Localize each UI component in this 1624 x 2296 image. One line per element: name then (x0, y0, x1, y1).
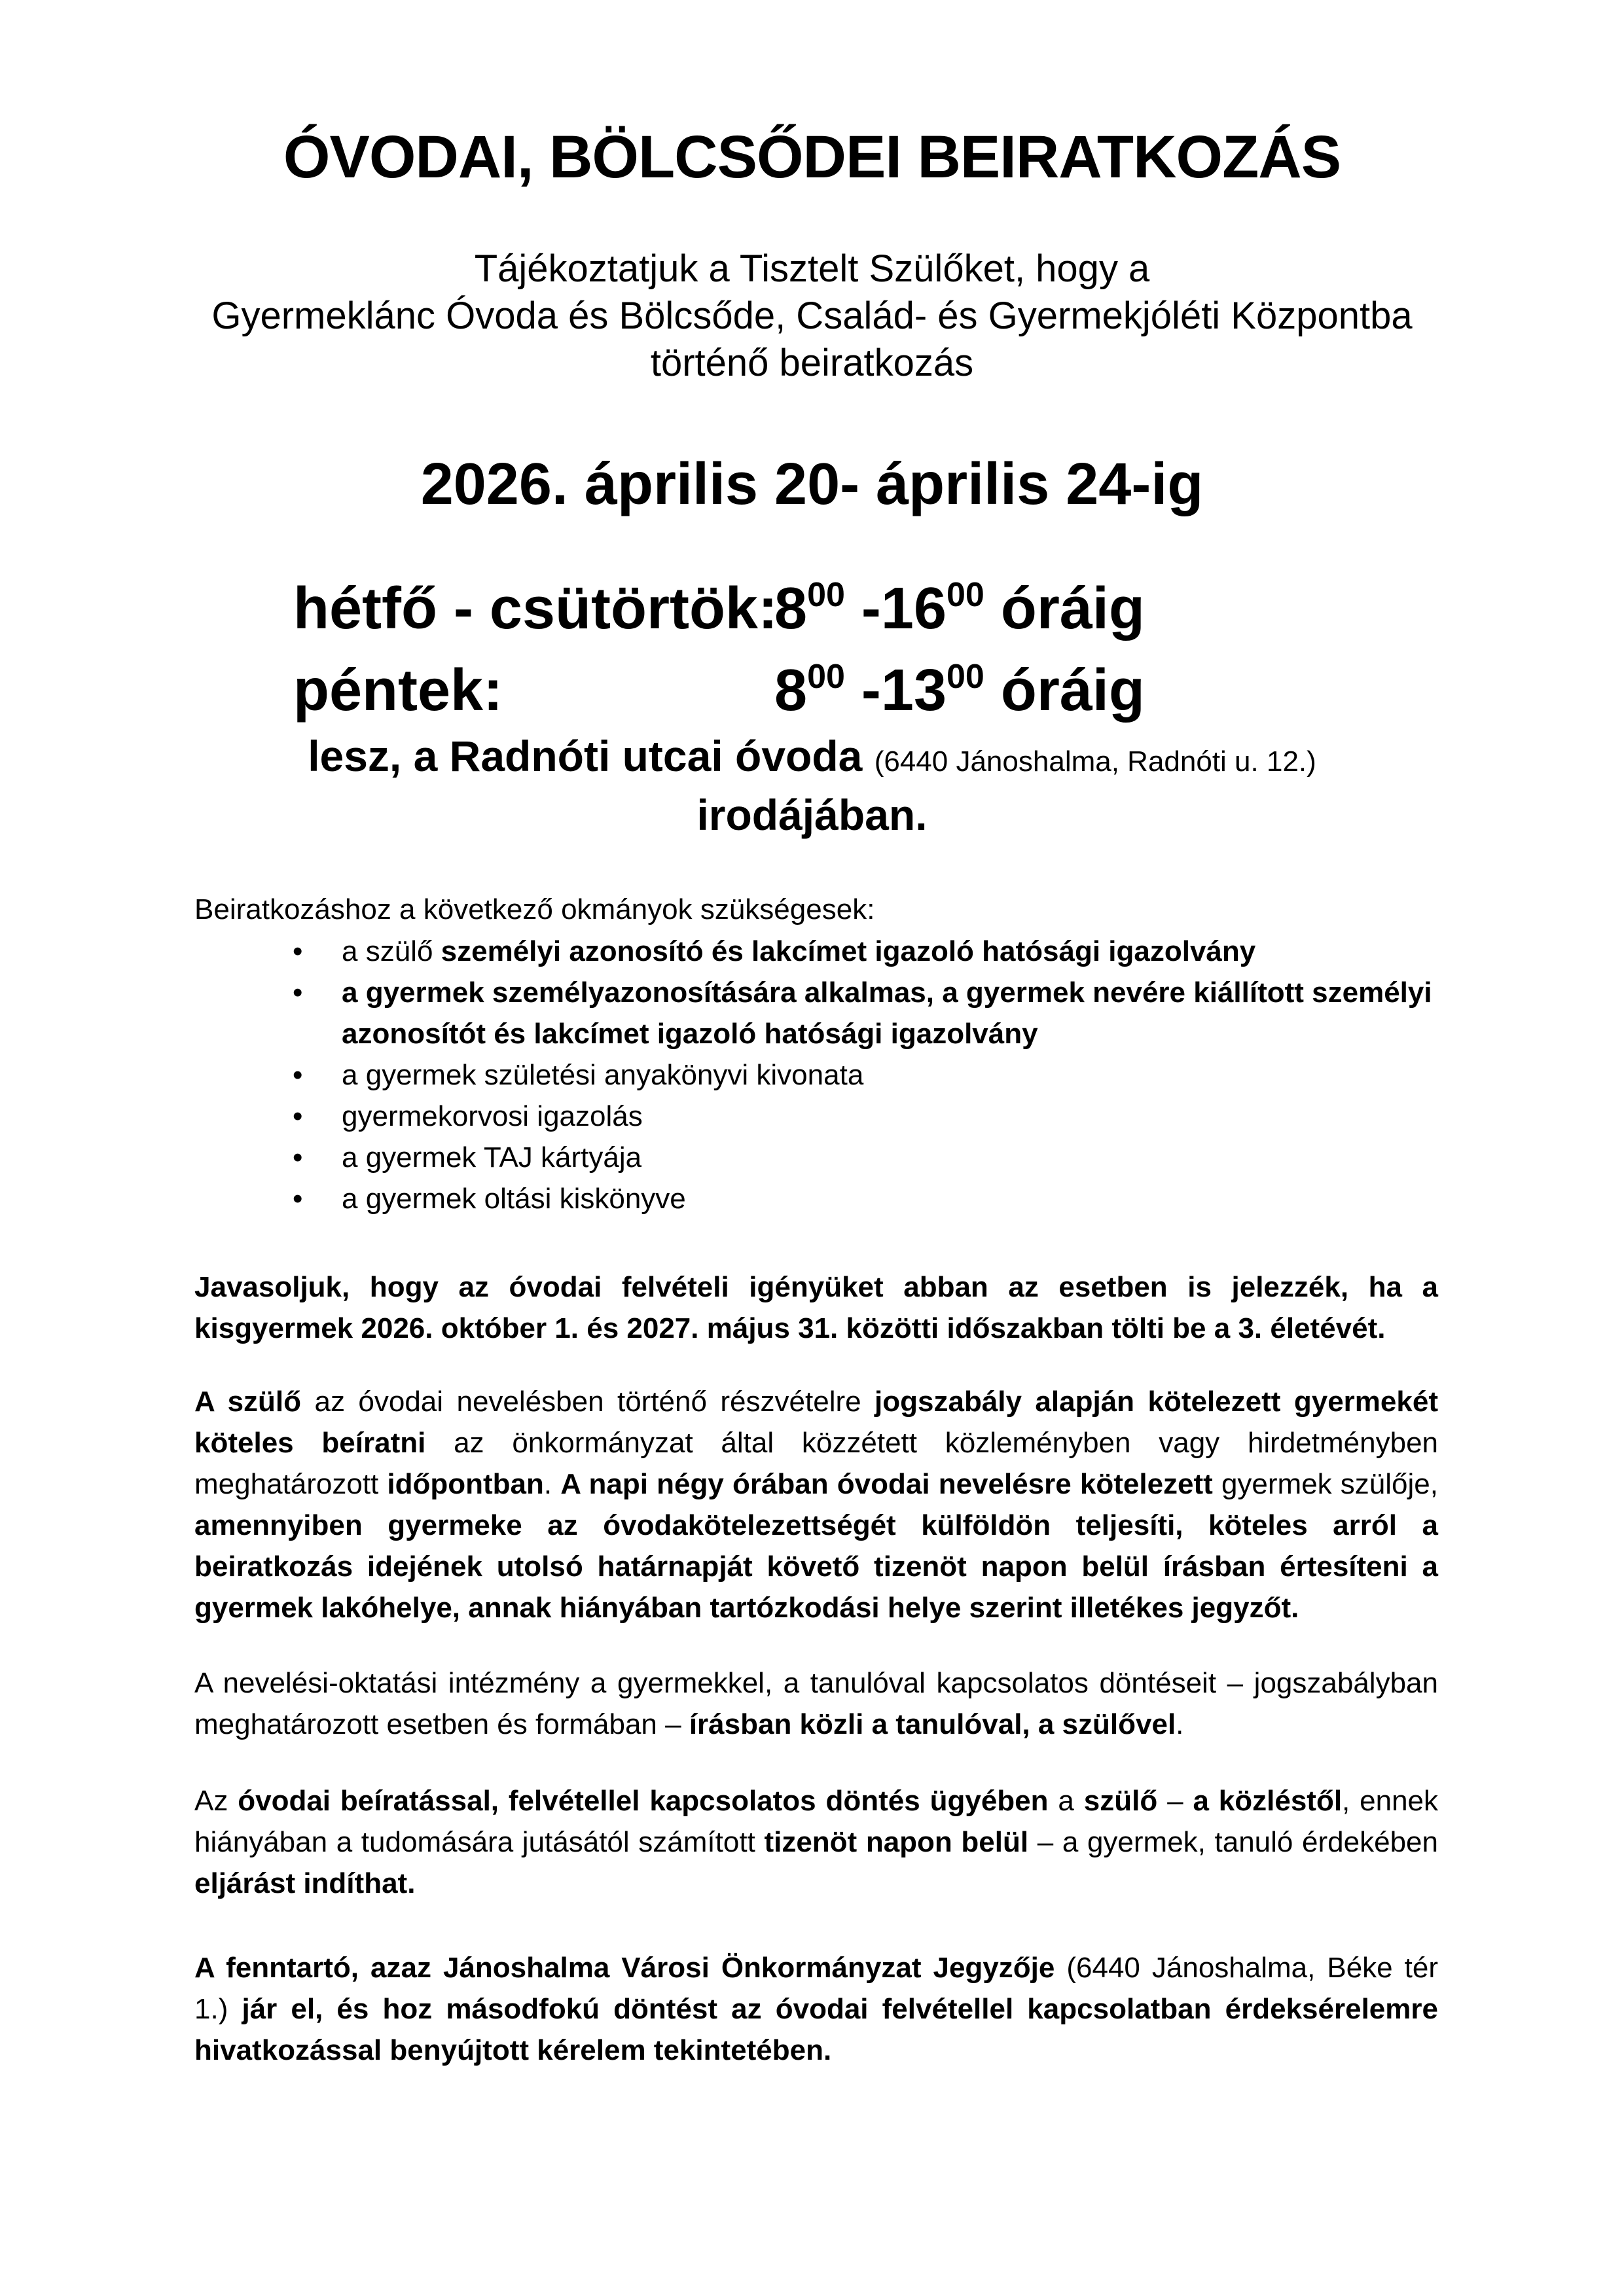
bullet-icon: • (293, 935, 303, 967)
bullet-icon: • (293, 1059, 303, 1091)
bullet-icon: • (293, 1100, 303, 1132)
bold-text-run: szülő (1083, 1785, 1158, 1817)
bold-text-run: jogszabály alapján kötelezett gyermekét köteles beíratni (194, 1386, 1438, 1459)
bold-text-run: a közléstől (1193, 1785, 1343, 1817)
bullet-icon: • (293, 977, 303, 1009)
intro-text (0, 245, 1624, 387)
text-run: . (1176, 1708, 1184, 1740)
bold-text-run: óvodai beíratással, felvétellel kapcsolatos döntés ügyében (238, 1785, 1049, 1817)
schedule-day: hétfő - csütörtök: (293, 576, 778, 641)
text-run: gyermek szülője, (1212, 1468, 1438, 1500)
paragraph-appeal (194, 1780, 1438, 1904)
schedule-row-mon-thu (293, 566, 1145, 651)
paragraph-maintainer (194, 1947, 1438, 2071)
bullet-icon: • (293, 1183, 303, 1215)
list-item: • a gyermek oltási kiskönyve (194, 1178, 1438, 1219)
list-item: • gyermekorvosi igazolás (194, 1096, 1438, 1137)
list-item: • a szülő személyi azonosító és lakcímet igazoló hatósági igazolvány (194, 931, 1438, 972)
paragraph-obligation (194, 1381, 1438, 1628)
text-run: Az (194, 1785, 238, 1817)
schedule-day: péntek: (293, 658, 503, 723)
list-item: • a gyermek születési anyakönyvi kivonata (194, 1054, 1438, 1096)
bold-text-run: tizenöt napon belül (764, 1826, 1029, 1858)
paragraph-recommendation: Javasoljuk, hogy az óvodai felvételi igényüket abban az esetben is jelezzék, ha a kisgyermek 2026. október 1. és 2027. május 31. közötti időszakban tölti be a 3. életévét. (194, 1271, 1438, 1344)
bold-text-run: írásban közli a tanulóval, a szülővel (689, 1708, 1176, 1740)
bold-text-run: jár el, és hoz másodfokú döntést az óvodai felvétellel kapcsolatban érdeksérelemre hivatkozással benyújtott kérelem tekintetében. (194, 1993, 1438, 2066)
list-item: • a gyermek személyazonosítására alkalmas, a gyermek nevére kiállított személyi azonosítót és lakcímet igazoló hatósági igazolvány (194, 972, 1438, 1054)
text-run: az önkormányzat által közzétett közleményben vagy hirdetményben meghatározott (194, 1427, 1439, 1500)
intro-line-2: Gyermeklánc Óvoda és Bölcsőde, Család- és Gyermekjóléti Központba (211, 295, 1413, 337)
schedule-row-fri (293, 648, 1145, 733)
text-run: az óvodai nevelésben történő részvételre (301, 1386, 875, 1418)
enrollment-dates: 2026. április 20- április 24-ig (420, 452, 1204, 517)
bold-text-run: amennyiben gyermeke az óvodakötelezettségét külföldön teljesíti, köteles arról a beiratkozás idejének utolsó határnapját követő tizenöt napon belül írásban értesíteni a gyermek lakóhelye, annak hiányában tartózkodási helye szerint illetékes jegyzőt. (194, 1509, 1438, 1624)
page-title: ÓVODAI, BÖLCSŐDEI BEIRATKOZÁS (283, 124, 1341, 190)
bold-text-run: időpontban (387, 1468, 544, 1500)
bold-text-run: A napi négy órában óvodai nevelésre kötelezett (560, 1468, 1213, 1500)
text-run: – a gyermek, tanuló érdekében (1028, 1826, 1438, 1858)
location-tail: irodájában. (696, 791, 928, 839)
documents-intro: Beiratkozáshoz a következő okmányok szükségesek: (194, 893, 875, 925)
text-run: (6440 Jánoshalma, Béke tér 1.) (194, 1952, 1439, 2025)
paragraph-decisions (194, 1662, 1438, 1745)
text-run: A nevelési-oktatási intézmény a gyermekkel, a tanulóval kapcsolatos döntéseit – jogszabályban meghatározott esetben és formában – (194, 1667, 1438, 1740)
intro-line-3: történő beiratkozás (650, 342, 974, 384)
bold-text-run: A fenntartó, azaz Jánoshalma Városi Önkormányzat Jegyzője (194, 1952, 1055, 1984)
location-address: (6440 Jánoshalma, Radnóti u. 12.) (874, 745, 1316, 778)
text-run: , ennek hiányában a tudomására jutásától számított (194, 1785, 1439, 1858)
schedule-time: $8^{00}$ $-16^{00}$ óráig (774, 576, 1145, 641)
bullet-icon: • (293, 1141, 303, 1174)
location-lead: lesz, a Radnóti utcai óvoda (308, 732, 863, 780)
list-item: • a gyermek TAJ kártyája (194, 1137, 1438, 1178)
bold-text-run: eljárást indíthat. (194, 1867, 416, 1899)
intro-line-1: Tájékoztatjuk a Tisztelt Szülőket, hogy a (474, 247, 1150, 290)
schedule-time: $8^{00}$ $-13^{00}$ óráig (774, 658, 1145, 723)
documents-list (194, 931, 1438, 1219)
text-run: a (1048, 1785, 1084, 1817)
text-run: . (543, 1468, 561, 1500)
bold-text-run: A szülő (194, 1386, 302, 1418)
text-run: – (1157, 1785, 1193, 1817)
